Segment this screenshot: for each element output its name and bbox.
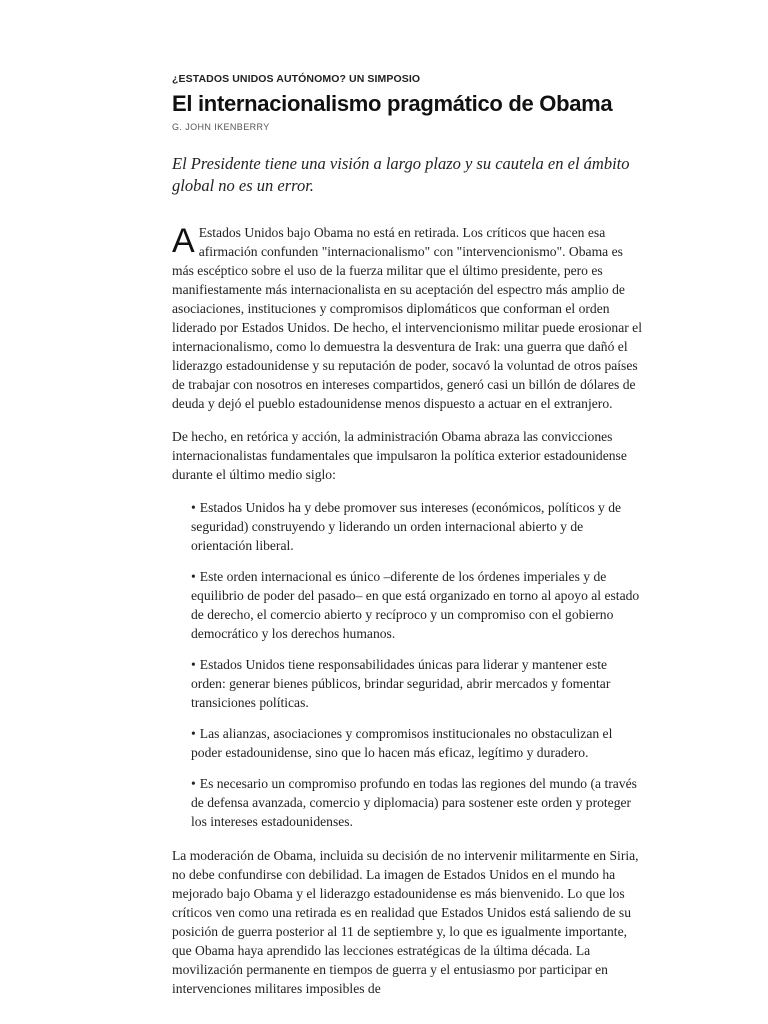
article-deck: El Presidente tiene una visión a largo plazo y su cautela en el ámbito global no es un error.: [172, 154, 630, 195]
drop-cap: A: [172, 222, 195, 260]
bullet-mark: •: [191, 500, 196, 515]
bullet-list: [172, 498, 642, 831]
list-item-text: Las alianzas, asociaciones y compromisos institucionales no obstaculizan el poder estadounidense, sino que lo hacen más eficaz, legítimo y duradero.: [191, 726, 613, 760]
list-item: [172, 774, 642, 831]
list-item: [172, 724, 642, 762]
list-item: [172, 567, 642, 643]
bullet-mark: •: [191, 569, 196, 584]
section-kicker: ¿ESTADOS UNIDOS AUTÓNOMO? UN SIMPOSIO: [172, 73, 421, 85]
article-title: El internacionalismo pragmático de Obama: [172, 91, 613, 116]
bullet-mark: •: [191, 776, 196, 791]
list-item-text: Es necesario un compromiso profundo en todas las regiones del mundo (a través de defensa avanzada, comercio y diplomacia) para sostener este orden y proteger los intereses estadounidenses.: [191, 776, 637, 829]
list-item-text: Este orden internacional es único –diferente de los órdenes imperiales y de equilibrio de poder del pasado– en que está organizado en torno al apoyo al estado de derecho, el comercio abierto y recíproco y un compromiso con el gobierno democrático y los derechos humanos.: [191, 569, 640, 641]
list-item-text: Estados Unidos ha y debe promover sus intereses (económicos, políticos y de seguridad) construyendo y liderando un orden internacional abierto y de orientación liberal.: [191, 500, 622, 553]
bullet-mark: •: [191, 726, 196, 741]
paragraph-2: De hecho, en retórica y acción, la administración Obama abraza las convicciones internacionalistas fundamentales que impulsaron la política exterior estadounidense durante el último medio siglo:: [172, 429, 627, 482]
list-item-text: Estados Unidos tiene responsabilidades únicas para liderar y mantener este orden: generar bienes públicos, brindar seguridad, abrir mercados y fomentar transiciones políticas.: [191, 657, 611, 710]
paragraph-3: La moderación de Obama, incluida su decisión de no intervenir militarmente en Siria, no debe confundirse con debilidad. La imagen de Estados Unidos en el mundo ha mejorado bajo Obama y el liderazgo estadounidense es más bienvenido. Lo que los críticos ven como una retirada es en realidad que Estados Unidos está saliendo de su posición de guerra posterior al 11 de septiembre y, lo que es igualmente importante, que Obama haya aprendido las lecciones estratégicas de la última década. La movilización permanente en tiempos de guerra y el entusiasmo por participar en intervenciones militares imposibles de: [172, 848, 639, 996]
list-item: [172, 498, 642, 555]
article-page: [172, 72, 642, 998]
article-author: G. JOHN IKENBERRY: [172, 122, 270, 132]
list-item: [172, 655, 642, 712]
paragraph-1-text: Estados Unidos bajo Obama no está en retirada. Los críticos que hacen esa afirmación confunden "internacionalismo" con "intervencionismo". Obama es más escéptico sobre el uso de la fuerza militar que el último presidente, pero es manifiestamente más internacionalista en su aceptación del espectro más amplio de asociaciones, instituciones y compromisos diplomáticos que conforman el orden liderado por Estados Unidos. De hecho, el intervencionismo militar puede erosionar el internacionalismo, como lo demuestra la desventura de Irak: una guerra que dañó el liderazgo estadounidense y su reputación de poder, socavó la voluntad de otros países de trabajar con nosotros en intereses compartidos, generó casi un billón de dólares de deuda y dejó el pueblo estadounidense menos dispuesto a actuar en el extranjero.: [172, 225, 642, 411]
paragraph-1: [172, 223, 642, 413]
bullet-mark: •: [191, 657, 196, 672]
